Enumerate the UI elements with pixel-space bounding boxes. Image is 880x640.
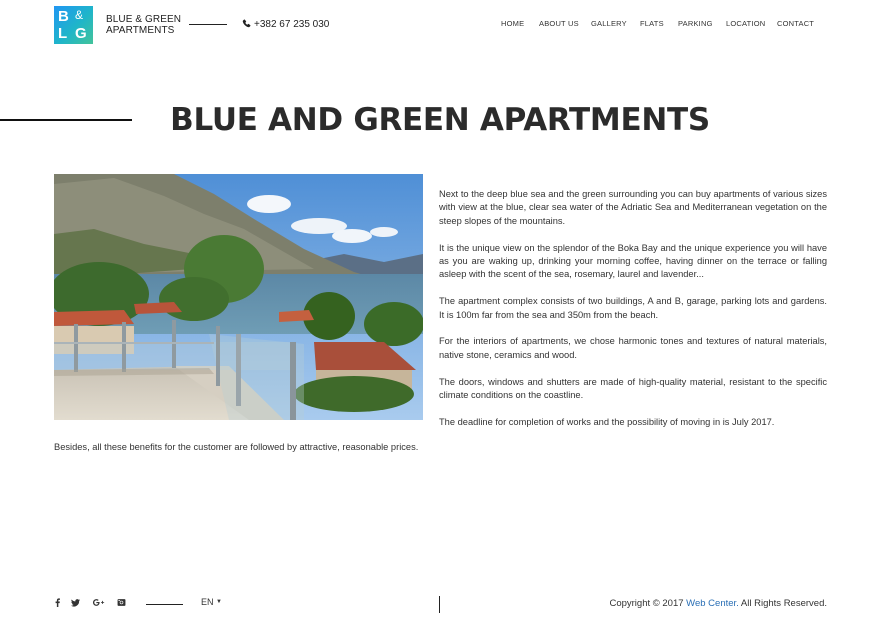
phone-text: +382 67 235 030	[254, 19, 330, 30]
brand-line-1: BLUE & GREEN	[106, 14, 182, 25]
nav-home[interactable]: HOME	[501, 19, 525, 28]
nav-flats[interactable]: FLATS	[640, 19, 664, 28]
nav-gallery[interactable]: GALLERY	[591, 19, 627, 28]
google-plus-link[interactable]	[92, 598, 106, 610]
twitter-icon	[71, 598, 80, 607]
caret-down-icon: ▼	[216, 599, 222, 605]
logo-letter-b: B	[58, 8, 69, 25]
logo-letter-amp: &	[75, 8, 84, 22]
facebook-link[interactable]	[53, 598, 62, 610]
phone-number[interactable]	[242, 19, 329, 30]
brand-line-2: APARTMENTS	[106, 25, 175, 36]
copyright-notice	[609, 598, 827, 609]
intro-paragraph: It is the unique view on the splendor of the Boka Bay and the unique experience you will have as you are waking up, drinking your morning coffee, having dinner on the terrace or falling asleep with the scent of the sea, rosemary, laurel and lavender...	[439, 242, 827, 280]
closing-paragraph: Besides, all these benefits for the customer are followed by attractive, reasonable prices.	[54, 442, 419, 452]
page-title: BLUE AND GREEN APARTMENTS	[170, 102, 710, 138]
apartment-terrace-photo	[54, 174, 423, 420]
intro-paragraph: The deadline for completion of works and the possibility of moving in is July 2017.	[439, 416, 775, 427]
footer-separator	[439, 596, 440, 613]
nav-about-us[interactable]: ABOUT US	[539, 19, 579, 28]
brand-name[interactable]	[106, 14, 181, 36]
intro-paragraph: For the interiors of apartments, we chose harmonic tones and textures of natural materials, native stone, ceramics and wood.	[439, 336, 827, 360]
web-center-link[interactable]: Web Center.	[686, 598, 739, 609]
copyright-suffix: All Rights Reserved.	[738, 598, 827, 609]
intro-paragraph: The apartment complex consists of two buildings, A and B, garage, parking lots and gardens. It is 100m far from the sea and 350m from the beach.	[439, 296, 827, 320]
site-header	[0, 0, 880, 50]
instagram-icon	[117, 598, 126, 607]
site-logo[interactable]	[54, 6, 93, 44]
google-plus-icon	[92, 598, 105, 607]
header-divider	[189, 24, 227, 25]
copyright-prefix: Copyright © 2017	[609, 598, 687, 609]
nav-location[interactable]: LOCATION	[726, 19, 766, 28]
logo-letter-g: G	[75, 25, 87, 42]
intro-paragraph: Next to the deep blue sea and the green surrounding you can buy apartments of various sizes with view at the blue, clear sea water of the Adriatic Sea and Mediterranean vegetation on the steep slopes of the mountains.	[439, 189, 827, 226]
language-selector[interactable]	[201, 597, 222, 607]
intro-text	[439, 188, 827, 443]
phone-icon	[242, 19, 251, 28]
logo-letter-l: L	[58, 25, 68, 42]
footer-divider	[146, 604, 183, 605]
nav-contact[interactable]: CONTACT	[777, 19, 815, 28]
facebook-icon	[53, 598, 62, 607]
twitter-link[interactable]	[71, 598, 80, 610]
intro-paragraph: The doors, windows and shutters are made of high-quality material, resistant to the specific climate conditions on the coastline.	[439, 376, 827, 401]
language-label: EN	[201, 597, 214, 607]
nav-parking[interactable]: PARKING	[678, 19, 713, 28]
instagram-link[interactable]	[117, 598, 126, 610]
